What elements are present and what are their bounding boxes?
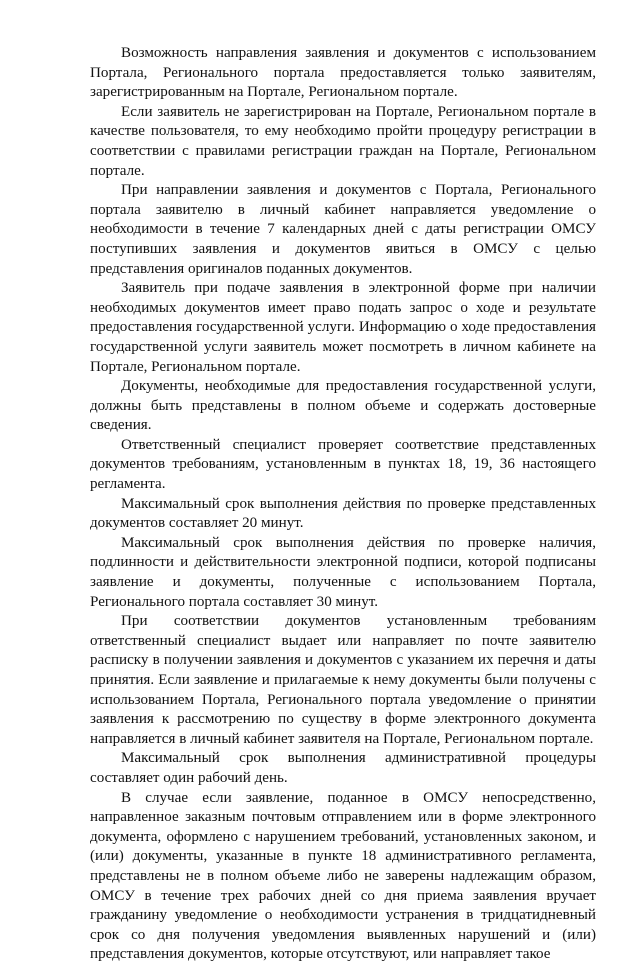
paragraph-personal-cabinet-notice: При направлении заявления и документов с Портала, Регионального портала заявителю в личный кабинет направляется уведомление о необходимости в течение 7 календарных дней с даты регистрации ОМСУ поступивших заявления и документов явиться в ОМСУ с целью представления оригиналов поданных документов. xyxy=(90,182,596,277)
paragraph-signature-check: Максимальный срок выполнения действия по проверке наличия, подлинности и действительности электронной подписи, которой подписаны заявление и документы, полученные с использованием Портала, Регионального портала составляет 30 минут. xyxy=(90,534,596,610)
document-page xyxy=(90,44,596,965)
paragraph-receipt-issue: При соответствии документов установленным требованиям ответственный специалист выдает или направляет по почте заявителю расписку в получении заявления и документов с указанием их перечня и даты принятия. Если заявление и прилагаемые к нему документы были получены с использованием Портала, Регионального портала уведомление о принятии заявления к рассмотрению по существу в форме электронного документа направляется в личный кабинет заявителя на Портале, Региональном портале. xyxy=(90,613,596,747)
paragraph-violations-notice: В случае если заявление, поданное в ОМСУ непосредственно, направленное заказным почтовым отправлением или в форме электронного документа, оформлено с нарушением требований, установленных законом, и (или) документы, указанные в пункте 18 административного регламента, представлены не в полном объеме либо не заверены надлежащим образом, ОМСУ в течение трех рабочих дней со дня приема заявления вручает гражданину уведомление о необходимости устранения в тридцатидневный срок со дня получения уведомления выявленных нарушений и (или) представления документов, которые отсутствуют, или направляет такое xyxy=(90,789,596,963)
paragraph-portal-availability: Возможность направления заявления и документов с использованием Портала, Регионального портала предоставляется только заявителям, зарегистрированным на Портале, Региональном портале. xyxy=(90,45,596,101)
paragraph-procedure-duration: Максимальный срок выполнения административной процедуры составляет один рабочий день. xyxy=(90,750,596,786)
paragraph-registration: Если заявитель не зарегистрирован на Портале, Региональном портале в качестве пользователя, то ему необходимо пройти процедуру регистрации в соответствии с правилами регистрации граждан на Портале, Региональном портале. xyxy=(90,103,596,179)
paragraph-status-request: Заявитель при подаче заявления в электронной форме при наличии необходимых документов имеет право подать запрос о ходе и результате предоставления государственной услуги. Информацию о ходе предоставления государственной услуги заявитель может посмотреть в личном кабинете на Портале, Региональном портале. xyxy=(90,280,596,375)
paragraph-check-duration: Максимальный срок выполнения действия по проверке представленных документов составляет 20 минут. xyxy=(90,495,596,532)
paragraph-document-completeness: Документы, необходимые для предоставления государственной услуги, должны быть представлены в полном объеме и содержать достоверные сведения. xyxy=(90,378,596,434)
paragraph-specialist-check: Ответственный специалист проверяет соответствие представленных документов требованиям, установленным в пунктах 18, 19, 36 настоящего регламента. xyxy=(90,436,596,493)
